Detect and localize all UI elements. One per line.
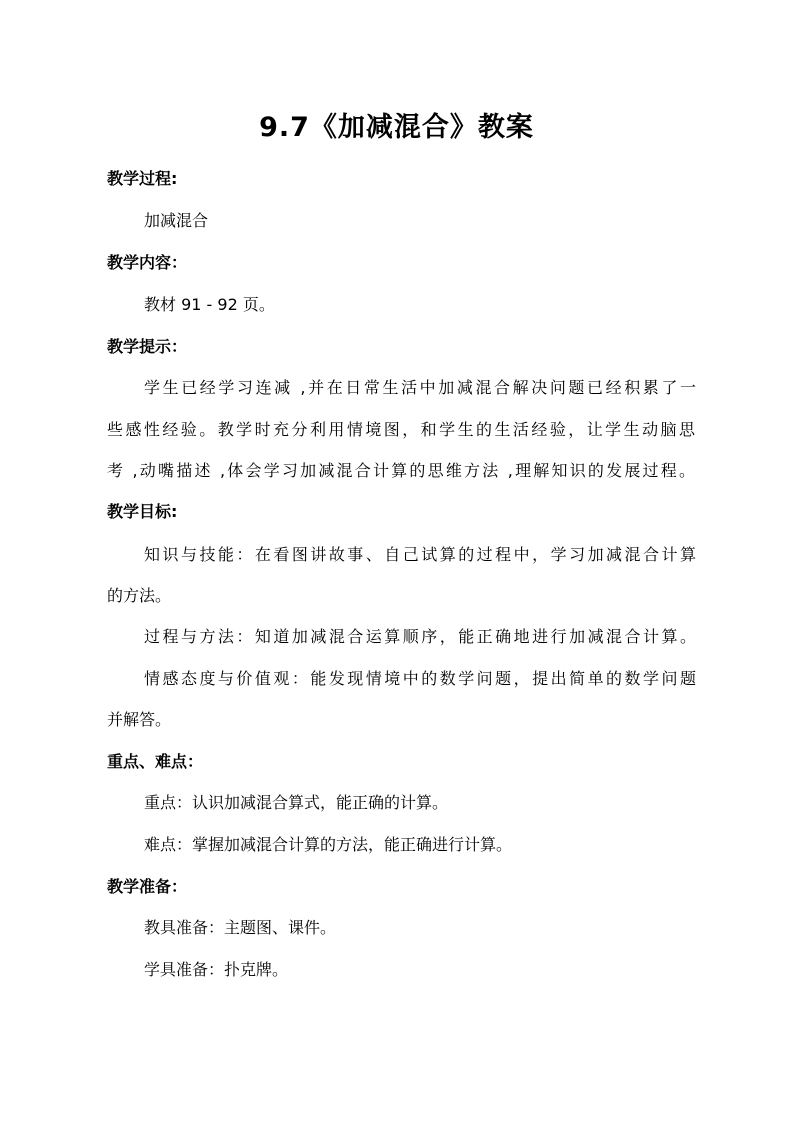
goals-knowledge-line-1: 知识与技能：在看图讲故事、自己试算的过程中，学习加减混合计算 [144, 545, 696, 564]
goals-emotion-line-2: 并解答。 [107, 710, 172, 729]
goals-knowledge-line-2: 的方法。 [107, 586, 172, 605]
section-heading-key-points: 重点、难点： [107, 752, 204, 771]
goals-emotion-line-1: 情感态度与价值观：能发现情境中的数学问题，提出简单的数学问题 [144, 669, 696, 688]
hints-line-2: 些感性经验。教学时充分利用情境图，和学生的生活经验，让学生动脑思 [107, 420, 695, 439]
key-point-text: 重点：认识加减混合算式，能正确的计算。 [144, 793, 449, 812]
content-text: 教材 91 - 92 页。 [144, 295, 275, 314]
preparation-teacher: 教具准备：主题图、课件。 [144, 918, 337, 937]
difficult-point-text: 难点：掌握加减混合计算的方法，能正确进行计算。 [144, 835, 513, 854]
section-heading-process: 教学过程: [107, 169, 178, 188]
section-heading-hints: 教学提示： [107, 337, 188, 356]
section-heading-preparation: 教学准备： [107, 877, 188, 896]
page-title: 9.7《加减混合》教案 [259, 112, 534, 143]
section-heading-content: 教学内容： [107, 253, 188, 272]
section-heading-goals: 教学目标: [107, 502, 178, 521]
hints-line-1: 学生已经学习连减 ,并在日常生活中加减混合解决问题已经积累了一 [144, 378, 696, 397]
process-text: 加减混合 [144, 211, 209, 230]
hints-line-3: 考 ,动嘴描述 ,体会学习加减混合计算的思维方法 ,理解知识的发展过程。 [107, 461, 695, 480]
preparation-student: 学具准备：扑克牌。 [144, 960, 289, 979]
goals-process-method: 过程与方法：知道加减混合运算顺序，能正确地进行加减混合计算。 [144, 627, 696, 646]
